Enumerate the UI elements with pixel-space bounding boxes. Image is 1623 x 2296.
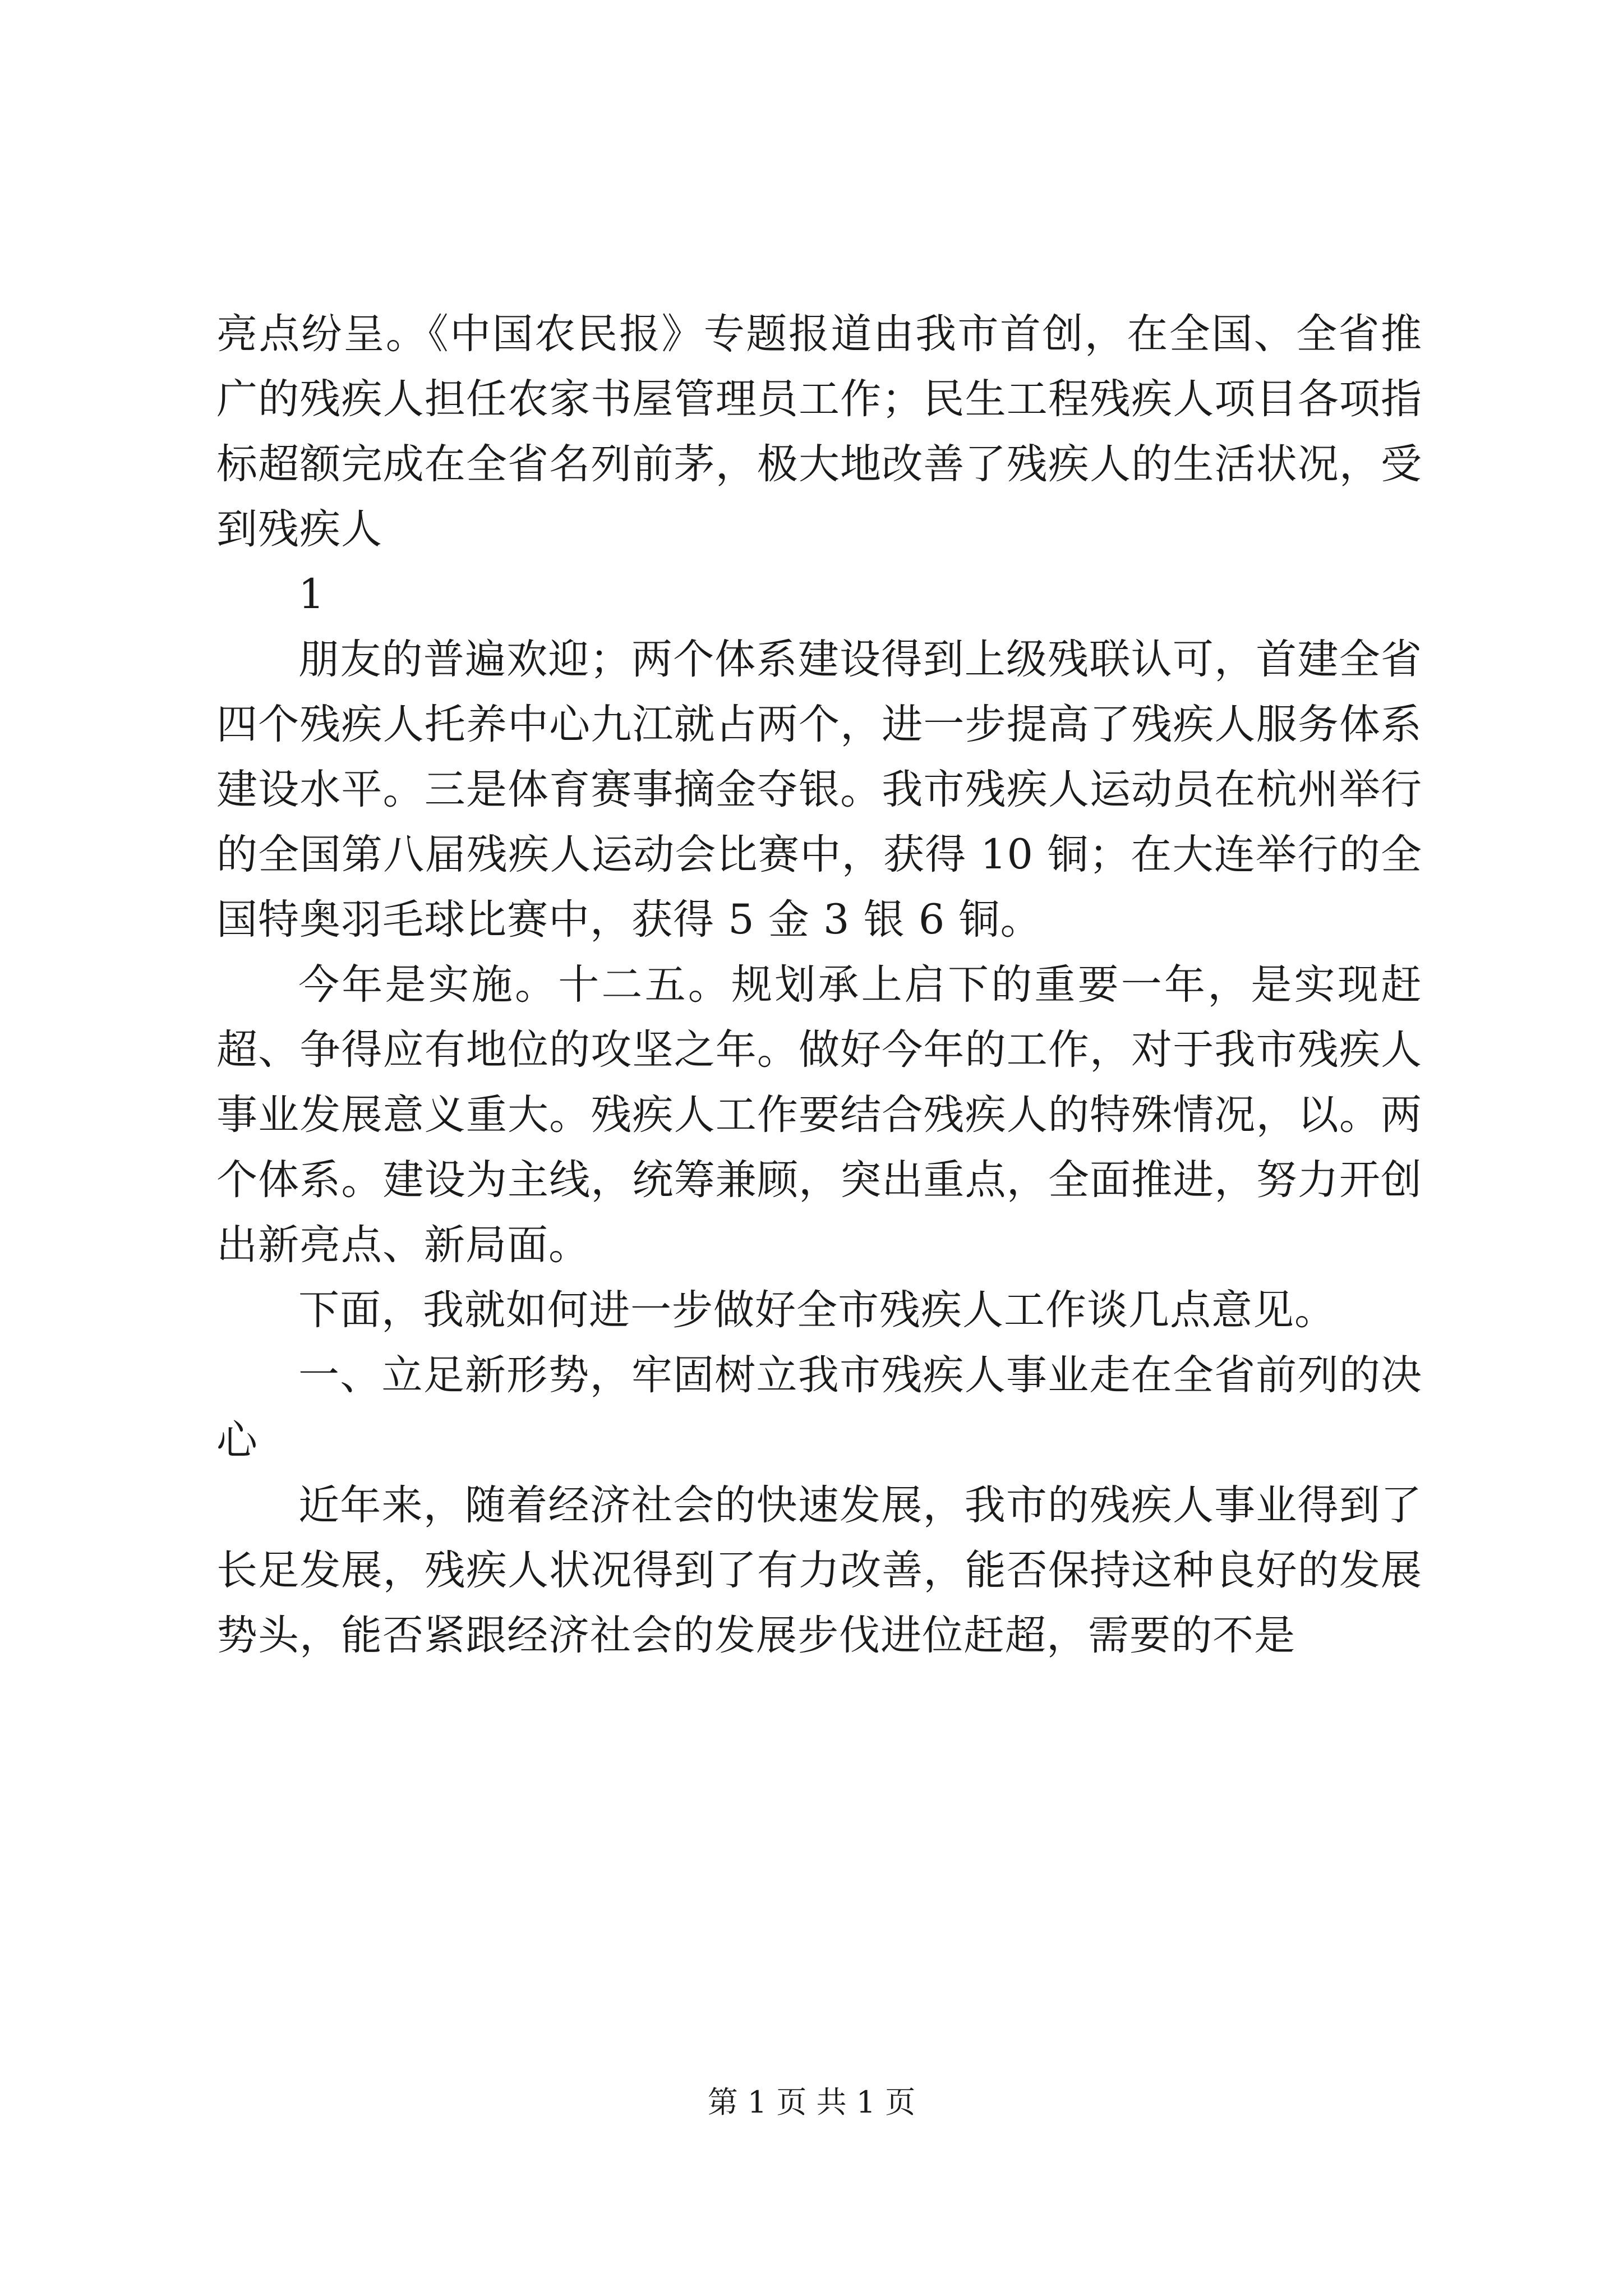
page-number-inline: 1 <box>298 570 325 618</box>
paragraph-achievements: 朋友的普遍欢迎；两个体系建设得到上级残联认可，首建全省四个残疾人托养中心九江就占两个，进一步提高了残疾人服务体系建设水平。三是体育赛事摘金夺银。我市残疾人运动员在杭州举行的全国第八届残疾人运动会比赛中，获得 10 铜；在大连举行的全国特奥羽毛球比赛中，获得 5 金 3 银 6 铜。 <box>216 636 1422 944</box>
paragraph-continuation: 亮点纷呈。《中国农民报》专题报道由我市首创，在全国、全省推广的残疾人担任农家书屋管理员工作；民生工程残疾人项目各项指标超额完成在全省名列前茅，极大地改善了残疾人的生活状况，受到残疾人 <box>216 310 1422 553</box>
section-heading-1: 一、立足新形势，牢固树立我市残疾人事业走在全省前列的决心 <box>216 1351 1422 1464</box>
page-footer: 第 1 页 共 1 页 <box>707 2085 916 2120</box>
paragraph-recent-years: 近年来，随着经济社会的快速发展，我市的残疾人事业得到了长足发展，残疾人状况得到了有力改善，能否保持这种良好的发展势头，能否紧跟经济社会的发展步伐进位赶超，需要的不是 <box>216 1481 1422 1659</box>
document-body <box>216 302 1422 1668</box>
paragraph-intro-opinions: 下面，我就如何进一步做好全市残疾人工作谈几点意见。 <box>298 1286 1336 1334</box>
paragraph-this-year: 今年是实施。十二五。规划承上启下的重要一年，是实现赶超、争得应有地位的攻坚之年。做好今年的工作，对于我市残疾人事业发展意义重大。残疾人工作要结合残疾人的特殊情况，以。两个体系。建设为主线，统筹兼顾，突出重点，全面推进，努力开创出新亮点、新局面。 <box>216 961 1422 1269</box>
